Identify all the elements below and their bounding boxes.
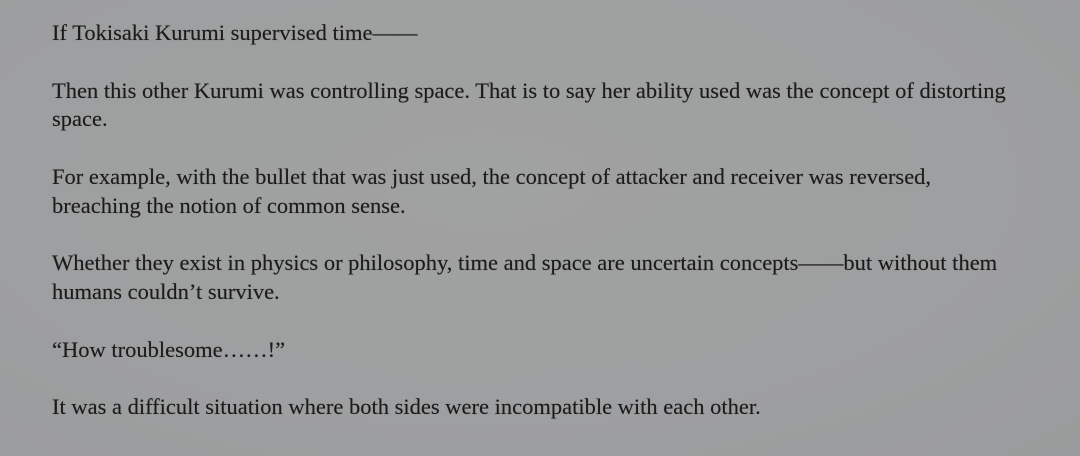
paragraph-1: If Tokisaki Kurumi supervised time——	[52, 20, 418, 45]
paragraph-3: For example, with the bullet that was just used, the concept of attacker and receiver was reversed, breaching the notion of common sense.	[52, 163, 932, 218]
paragraph-2: Then this other Kurumi was controlling space. That is to say her ability used was the concept of distorting space.	[52, 77, 1006, 132]
paragraph-4: Whether they exist in physics or philosophy, time and space are uncertain concepts——but without them humans couldn’t survive.	[52, 250, 998, 305]
paragraph-5: “How troublesome……!”	[52, 336, 286, 362]
paragraph-6: It was a difficult situation where both sides were incompatible with each other.	[52, 394, 761, 420]
